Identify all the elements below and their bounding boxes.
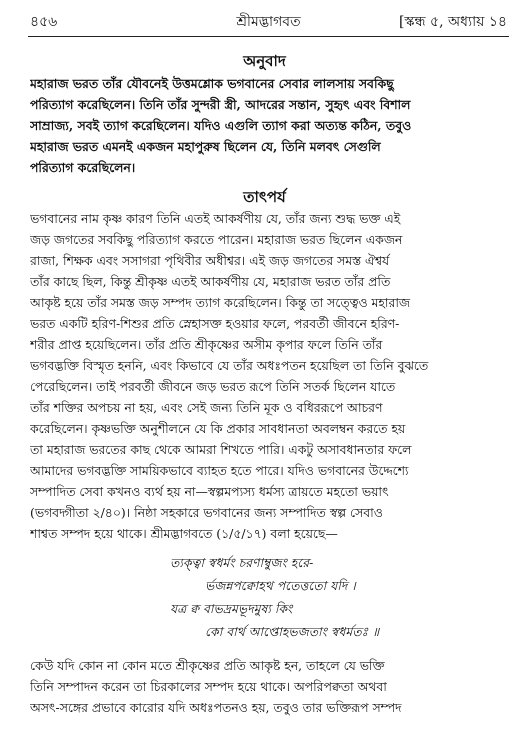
purport-line: অসৎ-সঙ্গের প্রভাবে কারোর যদি অধঃপতনও হয়, তবুও তার ভক্তিরূপ সম্পদ: [30, 700, 402, 715]
purport-heading: তাৎপর্য: [243, 188, 286, 206]
purport-line: ভরত একটি হরিণ-শিশুর প্রতি স্নেহাসক্ত হওয়ার ফলে, পরবর্তী জীবনে হরিণ-: [30, 316, 400, 331]
purport-line: তা মহারাজ ভরতের কাছ থেকে আমরা শিখতে পারি। একটু অসাবধানতার ফলে: [30, 442, 412, 457]
purport-line: কেউ যদি কোন না কোন মতে শ্রীকৃষ্ণের প্রতি আকৃষ্ট হন, তাহলে যে ভক্তি: [30, 658, 385, 673]
book-title: শ্রীমদ্ভাগবত: [236, 14, 301, 30]
running-header: [30, 8, 507, 34]
purport-line: পেরেছিলেন। তাই পরবর্তী জীবনে জড় ভরত রূপে তিনি সতর্ক ছিলেন যাতে: [30, 379, 396, 394]
verse-line: র্ভজন্নপক্বোহথ পতেত্ততো যদি ।: [205, 578, 356, 593]
translation-line: মহারাজ ভরত তাঁর যৌবনেই উত্তমশ্লোক ভগবানের সেবার লালসায় সবকিছু: [30, 76, 394, 91]
purport-line: তাঁর কাছে ছিল, কিন্তু শ্রীকৃষ্ণ এতই আকর্ষণীয় যে, মহারাজ ভরত তাঁর প্রতি: [30, 274, 391, 289]
translation-line: সাম্রাজ্য, সবই ত্যাগ করেছিলেন। যদিও এগুলি ত্যাগ করা অত্যন্ত কঠিন, তবুও: [30, 118, 412, 133]
header-rule: [28, 36, 509, 37]
purport-line: শরীর প্রাপ্ত হয়েছিলেন। তাঁর প্রতি শ্রীকৃষ্ণের অসীম কৃপার ফলে তিনি তাঁর: [30, 337, 383, 352]
purport-line: আকৃষ্ট হয়ে তাঁর সমস্ত জড় সম্পদ ত্যাগ করেছিলেন। কিন্তু তা সত্ত্বেও মহারাজ: [30, 295, 410, 310]
purport-line: সম্পাদিত সেবা কখনও ব্যর্থ হয় না—স্বল্পমপ্যস্য ধর্মস্য ত্রায়তে মহতো ভয়াৎ: [30, 484, 389, 499]
translation-line: পরিত্যাগ করেছিলেন।: [30, 160, 136, 175]
purport-line: জড় জগতের সবকিছু পরিত্যাগ করতে পারেন। মহারাজ ভরত ছিলেন একজন: [30, 232, 403, 247]
verse-line: কো বার্থ আপ্তোহভজতাং স্বধর্মতঃ ॥: [205, 624, 380, 639]
translation-line: মহারাজ ভরত এমনই একজন মহাপুরুষ ছিলেন যে, তিনি মলবৎ সেগুলি: [30, 139, 381, 154]
chapter-reference: [স্কন্ধ ৫, অধ্যায় ১৪: [398, 14, 507, 30]
purport-line: রাজা, শিক্ষক এবং সসাগরা পৃথিবীর অধীশ্বর। এই জড় জগতের সমস্ত ঐশ্বর্য: [30, 253, 390, 268]
translation-heading: অনুবাদ: [243, 52, 286, 70]
purport-line: ভগবানের নাম কৃষ্ণ কারণ তিনি এতই আকর্ষণীয় যে, তাঁর জন্য শুদ্ধ ভক্ত এই: [30, 211, 401, 226]
purport-line: (ভগবদ্গীতা ২/৪০)। নিষ্ঠা সহকারে ভগবানের জন্য সম্পাদিত স্বল্প সেবাও: [30, 505, 383, 520]
purport-line: করেছিলেন। কৃষ্ণভক্তি অনুশীলনে যে কি প্রকার সাবধানতা অবলম্বন করতে হয়: [30, 421, 406, 436]
purport-line: শাশ্বত সম্পদ হয়ে থাকে। শ্রীমদ্ভাগবতে (১/৫/১৭) বলা হয়েছে—: [30, 526, 338, 541]
translation-line: পরিত্যাগ করেছিলেন। তিনি তাঁর সুন্দরী স্ত্রী, আদরের সন্তান, সুহৃৎ এবং বিশাল: [30, 97, 411, 112]
purport-line: তিনি সম্পাদন করেন তা চিরকালের সম্পদ হয়ে থাকে। অপরিপক্বতা অথবা: [30, 679, 387, 694]
purport-line: তাঁর শক্তির অপচয় না হয়, এবং সেই জন্য তিনি মূক ও বধিররূপে আচরণ: [30, 400, 383, 415]
verse-line: ত্যক্ত্বা স্বধর্মং চরণাম্বুজং হরে-: [170, 555, 314, 570]
purport-line: ভগবদ্ভক্তি বিস্মৃত হননি, এবং কিভাবে যে তাঁর অধঃপতন হয়েছিল তা তিনি বুঝতে: [30, 358, 429, 373]
verse-line: যত্র ক্ব বাভদ্রমভূদমুষ্য কিং: [170, 601, 293, 616]
purport-line: আমাদের ভগবদ্ভক্তি সাময়িকভাবে ব্যাহত হতে পারে। যদিও ভগবানের উদ্দেশ্যে: [30, 463, 409, 478]
page-number: ৪৫৬: [30, 14, 58, 30]
